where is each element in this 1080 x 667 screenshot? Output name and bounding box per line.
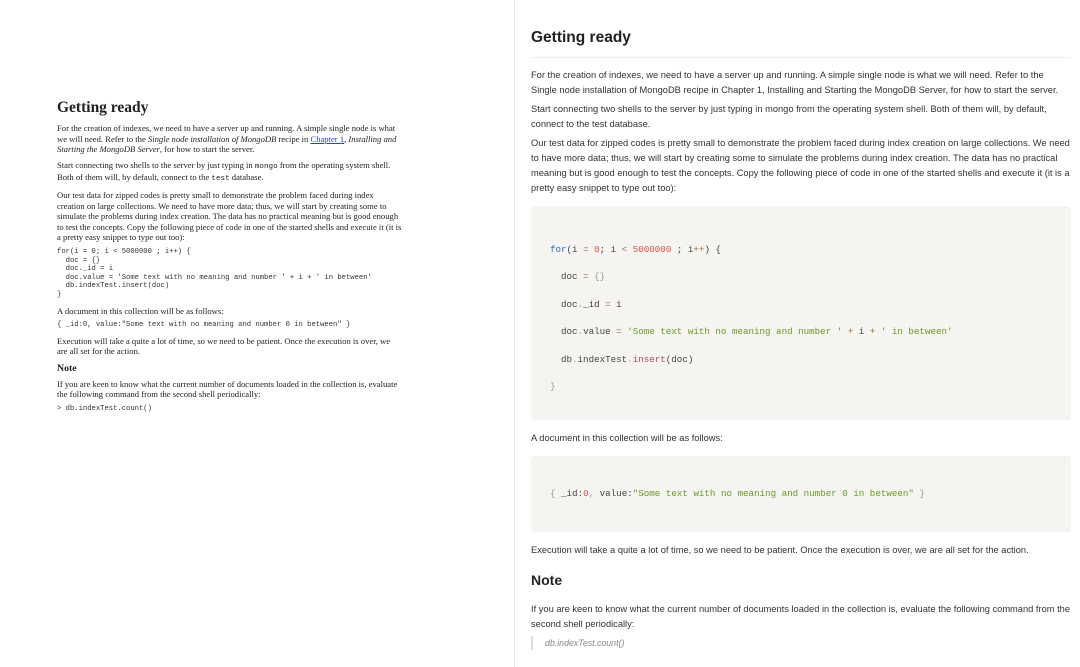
page-divider <box>514 0 515 667</box>
print-note-heading: Note <box>57 362 77 374</box>
web-note-heading: Note <box>531 572 563 588</box>
print-paragraph-5: Execution will take a quite a lot of time, so we need to be patient. Once the execution is over, we are all set for the action. <box>57 335 391 357</box>
web-document-example[interactable]: { _id:0, value:"Some text with no meaning and number 0 in between" } <box>531 456 1071 532</box>
code-line-6: } <box>550 380 556 392</box>
heading-rule <box>531 57 1071 58</box>
web-article <box>531 28 1071 650</box>
print-heading: Getting ready <box>57 99 149 116</box>
web-code-block[interactable] <box>531 206 1071 420</box>
web-heading: Getting ready <box>531 29 631 46</box>
print-paragraph-3: Our test data for zipped codes is pretty small to demonstrate the problem faced during index creation on large collections. We need to have more data; thus, we will start by creating some to simulate the problems during index creation. The data has no practical meaning but is good enough to test the concepts. Copy the following piece of code in one of the started shells and execute it (it is a pretty easy snippet to type out too): <box>57 189 402 243</box>
print-count-command: > db.indexTest.count() <box>57 405 152 414</box>
print-paragraph-4: A document in this collection will be as follows: <box>57 305 224 316</box>
web-paragraph-6: If you are keen to know what the current number of documents loaded in the collection is, evaluate the following command from the second shell periodically: <box>531 604 1071 629</box>
print-paragraph-6: If you are keen to know what the current number of documents loaded in the collection is, evaluate the following command from the second shell periodically: <box>57 378 398 400</box>
code-line-5: db.indexTest.insert(doc) <box>561 353 694 365</box>
print-paragraph-2: Start connecting two shells to the server by just typing in mongo from the operating system shell. Both of them will, by default, connect to the test database. <box>57 159 391 184</box>
print-document-example: { _id:0, value:"Some text with no meaning and number 0 in between" } <box>57 321 351 330</box>
print-page <box>57 99 402 420</box>
web-count-command-quote: db.indexTest.count() <box>531 636 1071 650</box>
print-paragraph-1: For the creation of indexes, we need to have a server up and running. A simple single node is what we will need. Refer to the Single node installation of MongoDB recipe in Chapter 1, Installing and Starting the MongoDB Server, for how to start the server. <box>57 123 397 155</box>
web-paragraph-1: For the creation of indexes, we need to have a server up and running. A simple single node is what we will need. Refer to the Single node installation of MongoDB recipe in Chapter 1, Installing and Starting the MongoDB Server, for how to start the server. <box>531 70 1059 95</box>
code-line-3: doc._id = i <box>561 298 622 310</box>
print-code-block: for(i = 0; i < 5000000 ; i++) { doc = {} doc._id = i doc.value = 'Some text with no meaning and number ' + i + ' in between' db.indexTest.insert(doc) } <box>57 247 372 299</box>
web-paragraph-2: Start connecting two shells to the server by just typing in mongo from the operating system shell. Both of them will, by default, connect to the test database. <box>531 104 1047 129</box>
web-paragraph-4: A document in this collection will be as follows: <box>531 433 723 443</box>
code-line-2: doc = {} <box>561 271 606 283</box>
web-paragraph-3: Our test data for zipped codes is pretty small to demonstrate the problem faced during index creation on large collections. We need to have more data; thus, we will start by creating some to simulate the problems during index creation. The data has no practical meaning but is good enough to test the concepts. Copy the following piece of code in one of the started shells and execute it (it is a pretty easy snippet to type out too): <box>531 138 1070 193</box>
code-line-1: for(i = 0; i < 5000000 ; i++) { <box>550 244 721 255</box>
web-paragraph-5: Execution will take a quite a lot of time, so we need to be patient. Once the execution is over, we are all set for the action. <box>531 545 1029 555</box>
code-line-4: doc.value = 'Some text with no meaning and number ' + i + ' in between' <box>561 326 953 338</box>
chapter-link[interactable]: Chapter 1 <box>310 133 345 144</box>
